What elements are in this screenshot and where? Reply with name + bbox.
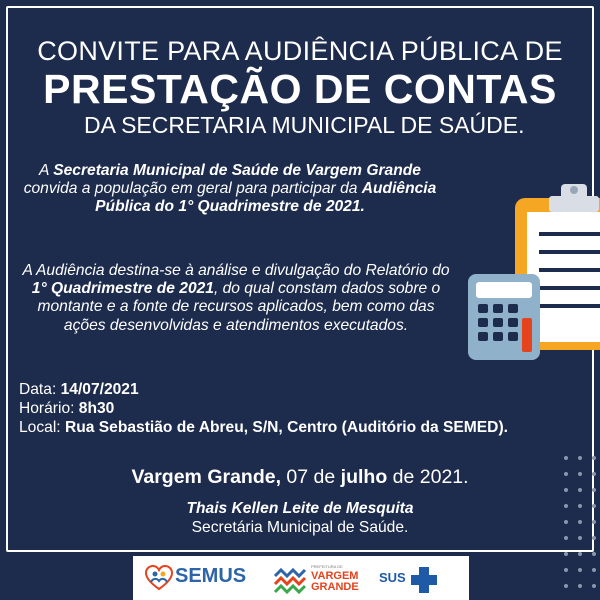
invite-text-d: Audiência Pública do 1° Quadrimestre de 2021. — [95, 180, 437, 216]
date-row — [19, 380, 579, 399]
health-cross-icon — [409, 565, 439, 595]
title-line-2: PRESTAÇÃO DE CONTAS — [43, 66, 557, 112]
dateline-day: 07 de — [281, 466, 341, 488]
sus-wordmark: SUS — [379, 570, 406, 585]
date-value: 14/07/2021 — [60, 381, 139, 398]
place-label: Local: — [19, 419, 65, 436]
dateline — [0, 466, 600, 489]
invite-text-b: Secretaria Municipal de Saúde de Vargem Grande — [53, 162, 421, 179]
date-label: Data: — [19, 381, 61, 398]
event-details — [19, 380, 579, 437]
calculator-icon — [466, 272, 542, 362]
purpose-text-c: , do qual constam dados sobre o montante e a fonte de recursos aplicados, bem como das ações desenvolvidas e atendimentos executados. — [37, 280, 441, 334]
logo-bar — [133, 556, 469, 600]
invite-text-a: A — [39, 162, 54, 179]
place-row — [19, 418, 579, 437]
signer-name: Thais Kellen Leite de Mesquita — [186, 500, 414, 517]
vargem-grande-line1: VARGEM — [311, 570, 359, 582]
place-value: Rua Sebastião de Abreu, S/N, Centro (Auditório da SEMED). — [64, 419, 508, 436]
time-row — [19, 399, 579, 418]
invite-paragraph — [20, 162, 440, 217]
dateline-month: julho — [340, 466, 388, 488]
vargem-grande-prefix: PREFEITURA DE — [311, 564, 343, 569]
title-line-1: CONVITE PARA AUDIÊNCIA PÚBLICA DE — [37, 36, 563, 66]
vargem-grande-line2: GRANDE — [311, 581, 359, 593]
vargem-grande-logo — [273, 564, 378, 596]
dateline-year: de 2021. — [387, 466, 469, 488]
sus-logo — [379, 564, 459, 596]
semus-wordmark: SEMUS — [175, 565, 247, 587]
purpose-text-a: A Audiência destina-se à análise e divulgação do Relatório do — [22, 262, 450, 279]
time-label: Horário: — [19, 400, 79, 417]
dateline-city: Vargem Grande, — [131, 466, 282, 488]
invite-text-c: convida a população em geral para participar da — [23, 180, 362, 198]
title-line-3: DA SECRETARIA MUNICIPAL DE SAÚDE. — [84, 112, 525, 138]
semus-logo — [145, 563, 255, 595]
signer-role: Secretária Municipal de Saúde. — [191, 519, 409, 536]
people-mark-icon — [273, 566, 309, 594]
heart-people-icon — [145, 565, 173, 591]
purpose-text-b: 1° Quadrimestre de 2021 — [31, 280, 214, 298]
purpose-paragraph — [16, 262, 456, 335]
time-value: 8h30 — [78, 400, 115, 417]
decorative-dots — [556, 452, 600, 600]
